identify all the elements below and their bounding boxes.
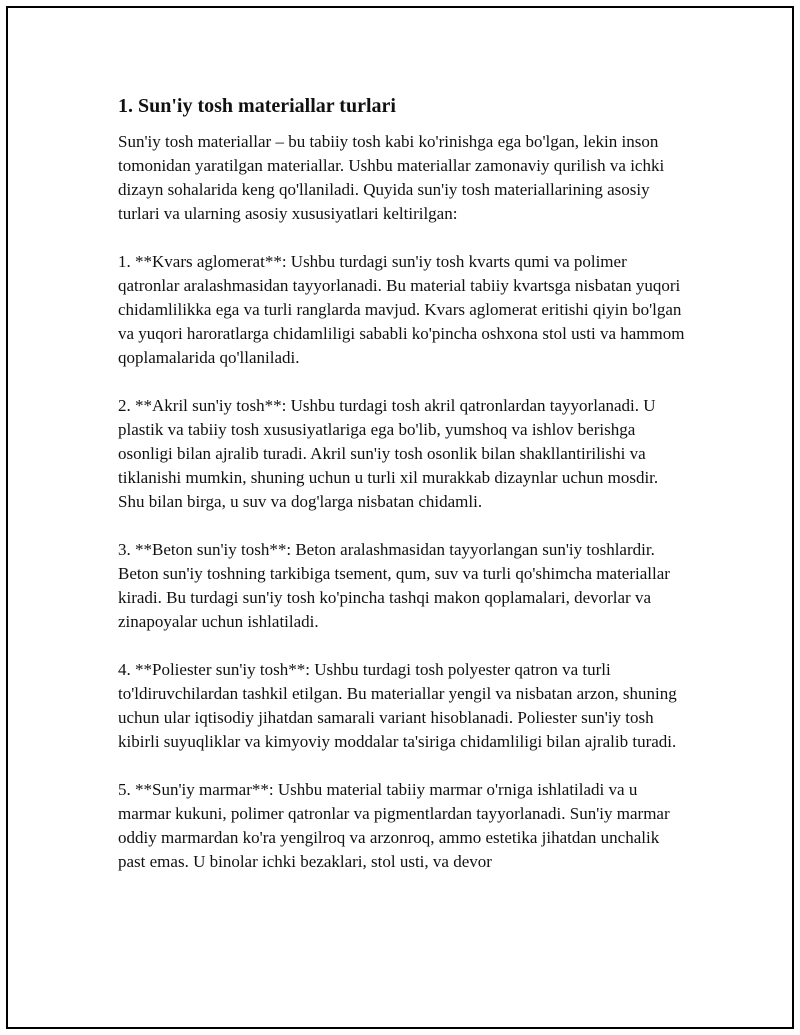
document-heading: 1. Sun'iy tosh materiallar turlari — [118, 95, 396, 117]
paragraph-kvars: 1. **Kvars aglomerat**: Ushbu turdagi sun'iy tosh kvarts qumi va polimer qatronlar aralashmasidan tayyorlanadi. Bu material tabiiy kvartsga nisbatan yuqori chidamlilikka ega va turli ranglarda mavjud. Kvars aglomerat eritishi qiyin bo'lgan va yuqori haroratlarga chidamliligi sababli ko'pincha oshxona stol usti va hammom qoplamalarida qo'llaniladi. — [118, 252, 685, 367]
document-page — [118, 92, 688, 898]
paragraph-akril: 2. **Akril sun'iy tosh**: Ushbu turdagi tosh akril qatronlardan tayyorlanadi. U plastik va tabiiy tosh xususiyatlariga ega bo'lib, yumshoq va ishlov berishga osonligi bilan ajralib turadi. Akril sun'iy tosh osonlik bilan shakllantirilishi va tiklanishi mumkin, shuning uchun u turli xil murakkab dizaynlar uchun mosdir. Shu bilan birga, u suv va dog'larga nisbatan chidamli. — [118, 396, 659, 511]
intro-paragraph: Sun'iy tosh materiallar – bu tabiiy tosh kabi ko'rinishga ega bo'lgan, lekin inson tomonidan yaratilgan materiallar. Ushbu materiallar zamonaviy qurilish va ichki dizayn sohalarida keng qo'llaniladi. Quyida sun'iy tosh materiallarining asosiy turlari va ularning asosiy xususiyatlari keltirilgan: — [118, 132, 665, 223]
paragraph-beton: 3. **Beton sun'iy tosh**: Beton aralashmasidan tayyorlangan sun'iy toshlardir. Beton sun'iy toshning tarkibiga tsement, qum, suv va turli qo'shimcha materiallar kiradi. Bu turdagi sun'iy tosh ko'pincha tashqi makon qoplamalari, devorlar va zinapoyalar uchun ishlatiladi. — [118, 540, 670, 631]
paragraph-marmar: 5. **Sun'iy marmar**: Ushbu material tabiiy marmar o'rniga ishlatiladi va u marmar kukuni, polimer qatronlar va pigmentlardan tayyorlanadi. Sun'iy marmar oddiy marmardan ko'ra yengilroq va arzonroq, ammo estetika jihatdan unchalik past emas. U binolar ichki bezaklari, stol usti, va devor — [118, 780, 670, 871]
paragraph-poliester: 4. **Poliester sun'iy tosh**: Ushbu turdagi tosh polyester qatron va turli to'ldiruvchilardan tashkil etilgan. Bu materiallar yengil va nisbatan arzon, shuning uchun ular iqtisodiy jihatdan samarali variant hisoblanadi. Poliester sun'iy tosh kibirli suyuqliklar va kimyoviy moddalar ta'siriga chidamliligi bilan ajralib turadi. — [118, 660, 677, 751]
